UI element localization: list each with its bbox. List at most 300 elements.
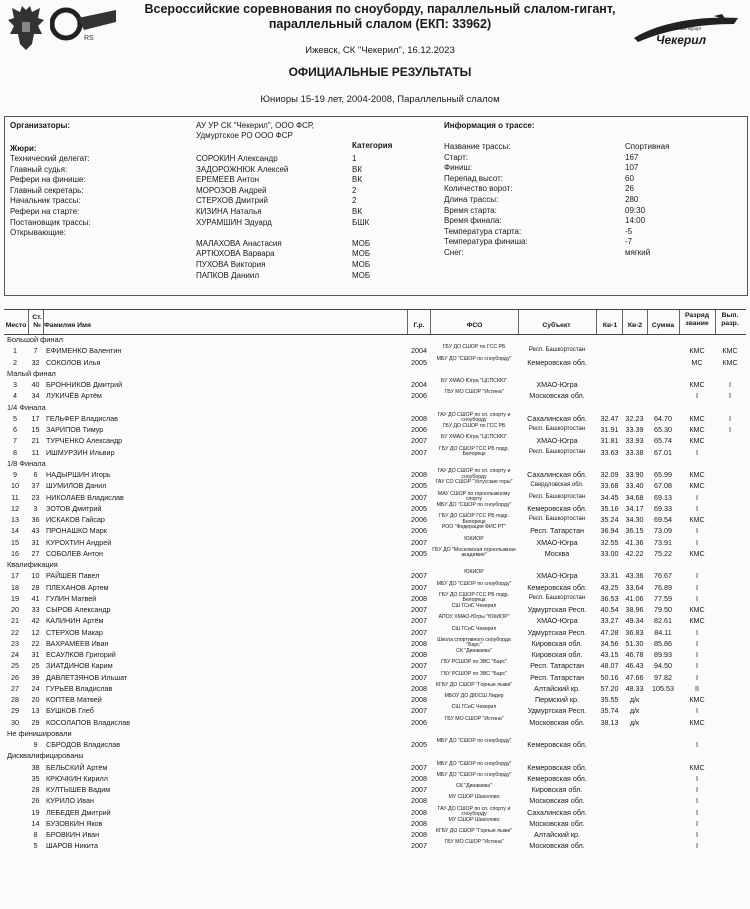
region-cell: Респ. Башкортостан	[528, 516, 586, 522]
official-name: ЗАДОРОЖНЮК Алексей	[196, 164, 289, 174]
sum-cell: 84.11	[654, 627, 672, 637]
run1-cell: 33.68	[600, 481, 619, 491]
year-cell: 2007	[411, 661, 427, 671]
col-region: Субъект	[542, 322, 571, 329]
rank-cell: I	[696, 503, 698, 513]
fso-cell: РОО "Федерация ФИС РТ"	[441, 524, 507, 531]
official-name: СОРОКИН Александр	[196, 154, 278, 163]
run2-cell: 46.43	[625, 661, 644, 671]
rank-cell: I	[696, 785, 698, 794]
fso-cell: ГАУ СО СШОР "Уктусские горы"	[435, 479, 513, 486]
run1-cell: 57.20	[600, 683, 619, 693]
year-cell: 2008	[411, 638, 427, 648]
table-row	[4, 627, 746, 638]
official-category: МОБ	[352, 260, 371, 269]
table-row	[4, 582, 746, 593]
name-cell: ПЛЕХАНОВ Артем	[46, 582, 109, 592]
bib-cell: 36	[31, 515, 40, 524]
region-cell: Удмуртская Респ.	[527, 706, 587, 716]
name-cell: СЫРОВ Александр	[46, 605, 111, 614]
table-row	[4, 379, 746, 390]
fso-cell: МБУ ДО "СШОР по сноуборду"	[436, 501, 512, 508]
run2-cell: 43.36	[625, 571, 644, 581]
rank-cell: I	[696, 391, 698, 401]
bib-cell: 31	[31, 650, 40, 659]
place-cell: 29	[11, 706, 19, 716]
run1-cell: 35.74	[600, 706, 619, 716]
run1-cell: 40.54	[600, 605, 619, 614]
track-key: Название трассы:	[444, 142, 511, 151]
name-cell: ИСКАКОВ Гайсар	[46, 515, 105, 524]
place-cell: 22	[11, 627, 19, 637]
done-cell: I	[729, 391, 731, 401]
rank-cell: КМС	[689, 425, 705, 434]
region-cell: Кировская обл.	[531, 785, 583, 794]
chekeril-logo-text: Чекерил	[656, 33, 707, 47]
place-cell: 21	[11, 616, 19, 626]
bib-cell: 25	[31, 661, 40, 671]
place-cell: 8	[13, 447, 17, 457]
year-cell: 2008	[411, 413, 427, 423]
document-header	[0, 0, 750, 115]
run2-cell: 42.22	[625, 548, 644, 558]
place-cell: 11	[11, 492, 19, 502]
sum-cell: 64.70	[654, 413, 672, 423]
bib-cell: 33	[31, 605, 40, 614]
fso-cell: МБУ ДО "СШОР по сноуборду"	[436, 580, 512, 587]
official-role: Главный секретарь:	[10, 185, 84, 195]
track-key: Температура финиша:	[444, 237, 528, 247]
sum-cell: 79.50	[654, 605, 672, 614]
official-name: ПАПКОВ Даниил	[196, 270, 259, 280]
bib-cell: 21	[31, 436, 40, 446]
year-cell: 2007	[411, 447, 427, 457]
name-cell: ШАРОВ Никита	[46, 841, 98, 851]
run2-cell: 36.83	[625, 627, 644, 637]
fso-cell: ГАУ ДО СШОР по сп. спорту и сноуборду	[437, 411, 511, 424]
official-name: МОРОЗОВ Андрей	[196, 185, 267, 195]
region-cell: Респ. Башкортостан	[528, 448, 586, 455]
rank-cell: I	[696, 796, 698, 806]
rank-cell: I	[696, 627, 698, 637]
track-key: Температура старта:	[444, 226, 522, 236]
jury-label: Жюри:	[10, 144, 37, 153]
rank-cell: КМС	[689, 346, 705, 356]
rank-cell: КМС	[689, 605, 705, 614]
name-cell: ИШМУРЗИН Ильвир	[46, 447, 115, 457]
sum-cell: 97.82	[654, 672, 672, 682]
bib-cell: 11	[31, 447, 40, 457]
region-cell: Респ. Башкортостан	[528, 493, 586, 500]
section-label: Большой финал	[7, 335, 63, 344]
year-cell: 2008	[411, 807, 427, 817]
run2-cell: д/к	[629, 706, 640, 716]
table-row	[4, 345, 746, 356]
run2-cell: 34.17	[625, 503, 644, 513]
place-cell: 15	[11, 537, 19, 547]
info-box	[4, 116, 748, 296]
region-cell: ХМАО-Югра	[536, 380, 578, 389]
federation-logo-text: RS	[84, 35, 94, 42]
place-cell: 5	[13, 413, 17, 423]
rank-cell: КМС	[689, 762, 705, 772]
run2-cell: 33.38	[625, 447, 644, 457]
table-row	[4, 818, 746, 829]
track-key: Количество ворот:	[444, 184, 513, 194]
official-role: Постановщик трассы:	[10, 217, 91, 227]
chekeril-logo-small: спортивный курорт	[662, 26, 702, 31]
bib-cell: 20	[31, 695, 40, 704]
fso-cell: МБУ ДО "СШОР по сноуборду"	[436, 738, 512, 744]
rank-cell: I	[696, 807, 698, 817]
run1-cell: 36.53	[600, 593, 619, 603]
table-row	[4, 829, 746, 840]
name-cell: ЕФИМЕНКО Валентин	[46, 346, 122, 356]
fso-cell: ГБУ МО СШОР "Истина"	[444, 389, 504, 396]
fso-cell: КГБУ ДО СШОР "Горные лыжи"	[435, 681, 513, 688]
official-category: ВК	[352, 207, 362, 216]
fso-cell: СШ ГСиС Чекерил	[451, 625, 497, 632]
sum-cell: 67.01	[654, 447, 672, 457]
region-cell: Респ. Татарстан	[530, 661, 584, 671]
organizers-line-1: АУ УР СК "Чекерил", ООО ФСР,	[196, 121, 314, 130]
fso-cell: ГБУ ДО СШОР ГСС РБ подр. Белорецк	[438, 445, 509, 458]
fso-cell: Школа спортивного сноуборда "Барс"	[437, 636, 511, 649]
region-cell: Московская обл.	[529, 841, 585, 851]
year-cell: 2008	[411, 695, 427, 704]
region-cell: Сахалинская обл.	[527, 413, 587, 423]
name-cell: ГУЛИН Матвей	[46, 593, 97, 603]
region-cell: Респ. Татарстан	[530, 526, 584, 536]
name-cell: СБРОДОВ Владислав	[46, 740, 121, 749]
run1-cell: 38.13	[600, 717, 619, 727]
federation-logo	[50, 4, 120, 44]
table-row	[4, 604, 746, 615]
rank-cell: I	[696, 638, 698, 648]
region-cell: Респ. Татарстан	[530, 672, 584, 682]
rank-cell: I	[696, 447, 698, 457]
fso-cell: ГБУ РСШОР по ЗВС "Барс"	[441, 659, 507, 666]
name-cell: СОКОЛОВ Илья	[46, 357, 101, 367]
official-category: МОБ	[352, 270, 371, 280]
place-cell: 14	[11, 526, 19, 536]
sum-cell: 75.22	[654, 548, 672, 558]
official-name: ЕРЕМЕЕВ Антон	[196, 175, 260, 185]
year-cell: 2007	[411, 616, 427, 626]
bib-cell: 31	[31, 537, 40, 547]
name-cell: РАЙШЕВ Павел	[46, 571, 100, 581]
year-cell: 2006	[411, 391, 427, 401]
year-cell: 2007	[411, 492, 427, 502]
name-cell: ЗОТОВ Дмитрий	[46, 503, 102, 513]
table-row	[4, 717, 746, 728]
run2-cell: 32.23	[625, 413, 644, 423]
name-cell: ГУРЬЕВ Владислав	[46, 683, 113, 693]
rank-cell: I	[696, 661, 698, 671]
place-cell: 4	[13, 391, 17, 401]
rank-cell: КМС	[689, 616, 705, 626]
col-run2: Кв-2	[627, 322, 643, 329]
name-cell: БЕЛЬСКИЙ Артём	[46, 762, 108, 772]
fso-cell: ГБУ ДО СШОР ГСС РБ подр. Белорецк	[438, 513, 509, 525]
sum-cell: 89.93	[654, 650, 672, 659]
bib-cell: 3	[33, 503, 38, 513]
run2-cell: 36.15	[625, 526, 644, 536]
track-key: Перепад высот:	[444, 173, 504, 183]
place-cell: 1	[13, 346, 17, 356]
official-name: МАЛАХОВА Анастасия	[196, 238, 282, 248]
fso-cell: МАУ СШОР по горнолыжному спорту	[437, 490, 511, 503]
bib-cell: 6	[33, 470, 38, 479]
done-cell: I	[729, 413, 731, 423]
official-category: БШК	[352, 217, 370, 227]
table-row	[4, 739, 746, 750]
track-key: Снег:	[444, 248, 464, 257]
official-role: Начальник трассы:	[10, 196, 81, 206]
year-cell: 2008	[411, 773, 427, 783]
run2-cell: 46.78	[625, 650, 644, 659]
bib-cell: 14	[31, 818, 40, 828]
rank-cell: I	[696, 841, 698, 851]
table-row	[4, 593, 746, 604]
year-cell: 2004	[411, 346, 427, 356]
track-value: 107	[625, 163, 639, 173]
fso-cell: БУ ХМАО-Югра "ЦСПСКЮ"	[440, 434, 508, 441]
region-cell: Сахалинская обл.	[527, 807, 587, 817]
official-name: ХУРАМШИН Эдуард	[196, 217, 272, 227]
col-name: Фамилия Имя	[44, 322, 92, 329]
name-cell: НИКОЛАЕВ Владислав	[46, 492, 124, 502]
place-cell: 16	[11, 548, 19, 558]
table-row	[4, 537, 746, 548]
bib-cell: 42	[31, 616, 40, 626]
sum-cell: 73.09	[654, 526, 672, 536]
place-cell: 10	[11, 481, 19, 491]
rank-cell: I	[696, 650, 698, 659]
name-cell: ЗАРИПОВ Тимур	[46, 425, 104, 434]
fso-cell: ГБУ МО СШОР "Истина"	[444, 715, 504, 722]
table-header	[4, 309, 746, 335]
col-year: Г.р.	[413, 322, 425, 329]
year-cell: 2008	[411, 830, 427, 839]
col-done: Вып. разр.	[721, 312, 739, 327]
region-cell: Кемеровская обл.	[527, 582, 587, 592]
run2-cell: д/к	[629, 695, 640, 704]
table-row	[4, 705, 746, 716]
name-cell: ПРОНАШКО Марк	[46, 526, 107, 536]
run2-cell: 33.90	[625, 470, 644, 479]
place-cell: 25	[11, 661, 19, 671]
section-label: 1/8 Финала	[7, 458, 46, 468]
run1-cell: 33.31	[600, 571, 619, 581]
rank-cell: I	[696, 773, 698, 783]
bib-cell: 7	[33, 346, 38, 356]
table-row	[4, 672, 746, 683]
track-value: мягкий	[625, 248, 651, 257]
region-cell: Кемеровская обл.	[527, 357, 587, 367]
bib-cell: 15	[31, 425, 40, 434]
track-value: 60	[625, 173, 634, 183]
bib-cell: 17	[31, 413, 40, 423]
name-cell: СОБОЛЕВ Антон	[46, 548, 104, 558]
table-row	[4, 638, 746, 649]
run2-cell: 48.33	[625, 683, 644, 693]
run2-cell: 33.64	[625, 582, 644, 592]
table-row	[4, 649, 746, 660]
table-row	[4, 424, 746, 435]
sum-cell: 85.86	[654, 638, 672, 648]
fso-cell: ГБУ МО СШОР "Истина"	[444, 839, 504, 846]
sum-cell: 76.89	[654, 582, 672, 592]
sum-cell: 65.30	[654, 425, 672, 434]
place-cell: 28	[11, 695, 19, 704]
region-cell: ХМАО-Югра	[536, 616, 578, 626]
run1-cell: 31.91	[600, 425, 619, 434]
table-row	[4, 773, 746, 784]
run1-cell: 33.00	[600, 548, 619, 558]
sum-cell: 77.59	[654, 593, 672, 603]
name-cell: ТУРЧЕНКО Александр	[46, 436, 123, 446]
year-cell: 2007	[411, 706, 427, 716]
official-role: Главный судья:	[10, 164, 68, 174]
table-row	[4, 784, 746, 795]
region-cell: ХМАО-Югра	[536, 571, 578, 581]
run1-cell: 48.07	[600, 661, 619, 671]
run1-cell: 43.25	[600, 582, 619, 592]
name-cell: ЕСАУЛКОВ Григорий	[46, 650, 116, 659]
table-row	[4, 683, 746, 694]
run1-cell: 31.81	[600, 436, 619, 446]
run2-cell: 51.30	[625, 638, 644, 648]
year-cell: 2006	[411, 526, 427, 536]
bib-cell: 34	[31, 391, 40, 401]
year-cell: 2005	[411, 548, 427, 558]
fso-cell: ГАУ ДО СШОР по сп. спорту и сноуборду	[437, 468, 511, 480]
bib-cell: 38	[31, 762, 40, 772]
track-value: 167	[625, 152, 639, 162]
region-cell: Пермский кр.	[534, 695, 579, 704]
bib-cell: 10	[31, 571, 40, 581]
rank-cell: I	[696, 571, 698, 581]
name-cell: НАДЫРШИН Игорь	[46, 470, 111, 479]
region-cell: Удмуртская Респ.	[527, 605, 587, 614]
official-category: ВК	[352, 175, 362, 185]
year-cell: 2006	[411, 717, 427, 727]
chekeril-logo	[630, 12, 742, 50]
table-row	[4, 570, 746, 581]
organizers-label: Организаторы:	[10, 121, 71, 130]
rank-cell: I	[696, 537, 698, 547]
year-cell: 2007	[411, 436, 427, 446]
region-cell: Кемеровская обл.	[527, 762, 587, 772]
done-cell: I	[729, 380, 731, 389]
place-date: Ижевск, СК "Чекерил", 16.12.2023	[305, 45, 455, 56]
name-cell: БРОВКИН Иван	[46, 830, 100, 839]
year-cell: 2005	[411, 357, 427, 367]
run2-cell: 34.30	[625, 515, 644, 524]
bib-cell: 39	[31, 672, 40, 682]
track-key: Время финала:	[444, 216, 502, 226]
official-role: Технический делегат:	[10, 154, 90, 163]
sum-cell: 69.13	[654, 492, 672, 502]
rank-cell: КМС	[689, 470, 705, 479]
section-label: Квалификация	[7, 560, 58, 569]
run1-cell: 47.28	[600, 627, 619, 637]
track-info-label: Информация о трассе:	[444, 121, 535, 130]
fso-cell: СШ ГСиС Чекерил	[451, 704, 497, 711]
place-cell: 18	[11, 582, 19, 592]
col-rank: Разряд звание	[684, 312, 710, 327]
rank-cell: I	[696, 593, 698, 603]
fso-cell: ГБУ ДО СШОР ГСС РБ подр. Белорецк	[438, 591, 509, 604]
track-value: 280	[625, 195, 639, 204]
bib-cell: 24	[31, 683, 40, 693]
rank-cell: I	[696, 582, 698, 592]
track-value: 09:30	[625, 205, 646, 215]
table-row	[4, 447, 746, 458]
fso-cell: МБУ ДО "СШОР по сноуборду"	[436, 760, 512, 767]
table-row	[4, 548, 746, 559]
region-cell: Кировская обл.	[531, 650, 583, 659]
place-cell: 30	[11, 717, 19, 727]
bib-cell: 37	[31, 481, 40, 491]
official-role: Открывающие:	[10, 228, 66, 238]
bib-cell: 27	[31, 548, 40, 558]
col-place: Место	[5, 322, 27, 329]
bib-cell: 13	[31, 706, 40, 716]
rank-cell: I	[696, 818, 698, 828]
run1-cell: 32.47	[600, 413, 619, 423]
region-cell: Кемеровская обл.	[527, 503, 587, 513]
run1-cell: 35.24	[600, 515, 619, 524]
rank-cell: I	[696, 526, 698, 536]
year-cell: 2008	[411, 818, 427, 828]
name-cell: ЛУКИЧЁВ Артём	[46, 391, 102, 401]
table-row	[4, 469, 746, 480]
sum-cell: 69.54	[654, 515, 672, 524]
name-cell: КАЛИНИН Артём	[46, 616, 104, 626]
sum-cell: 94.50	[654, 661, 672, 671]
region-cell: Респ. Башкортостан	[528, 426, 586, 432]
place-cell: 26	[11, 672, 19, 682]
run2-cell: 38.96	[625, 605, 644, 614]
fso-cell: МБУ ДО "СШОР по сноуборду"	[436, 355, 512, 362]
region-cell: Алтайский кр.	[533, 830, 581, 839]
place-cell: 3	[13, 380, 17, 389]
rank-cell: II	[695, 683, 699, 693]
table-row	[4, 435, 746, 446]
double-eagle-emblem-icon	[6, 4, 46, 54]
run2-cell: 41.06	[625, 593, 644, 603]
name-cell: ГЕЛЬФЕР Владислав	[46, 413, 118, 423]
fso-cell: АПОУ ХМАО-Югры "ЮКИОР"	[438, 614, 510, 621]
year-cell: 2005	[411, 740, 427, 749]
bib-cell: 19	[31, 807, 40, 817]
year-cell: 2008	[411, 796, 427, 806]
fso-cell: ГБУ ДО СШОР по ГСС РБ	[442, 423, 506, 429]
rank-cell: I	[696, 672, 698, 682]
region-cell: Кемеровская обл.	[527, 773, 587, 783]
run1-cell: 50.16	[600, 672, 619, 682]
track-key: Время старта:	[444, 205, 497, 215]
run1-cell: 33.27	[600, 616, 619, 626]
name-cell: КУРОХТИН Андрей	[46, 537, 112, 547]
year-cell: 2007	[411, 537, 427, 547]
rank-cell: КМС	[689, 548, 705, 558]
track-value: -7	[625, 237, 633, 247]
year-cell: 2007	[411, 785, 427, 794]
run1-cell: 34.56	[600, 638, 619, 648]
